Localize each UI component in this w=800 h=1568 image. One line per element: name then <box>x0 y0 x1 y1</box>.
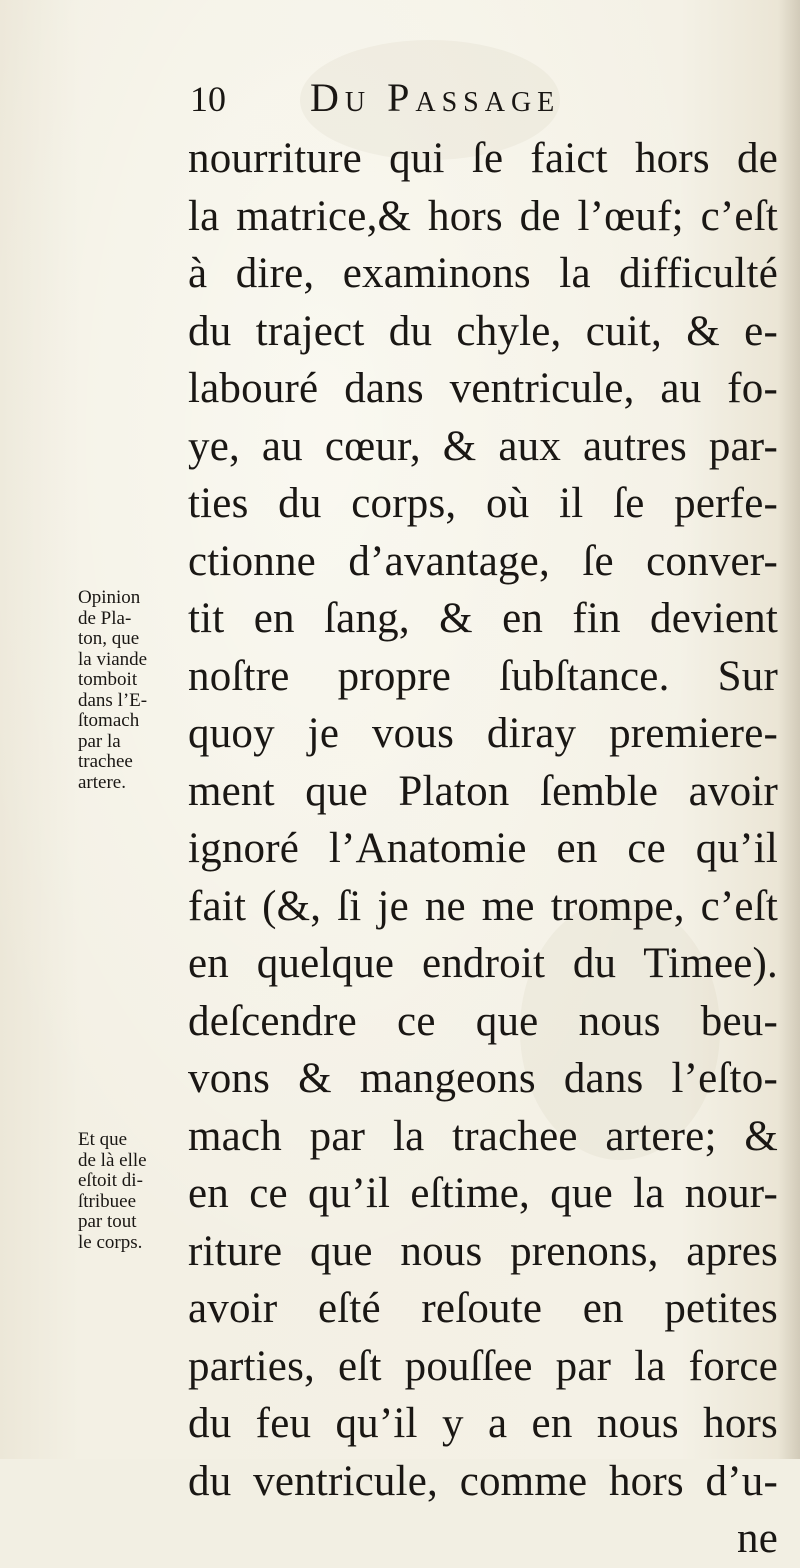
text-line: ignoré l’Anatomie en ce qu’il <box>188 825 778 872</box>
text-line: noſtre propre ſubſtance. Sur <box>188 652 778 700</box>
text-line: du feu qu’il y a en nous hors <box>188 1400 778 1447</box>
text-line: ment que Platon ſemble avoir <box>188 767 778 815</box>
text-line: du traject du chyle, cuit, & e- <box>188 307 778 355</box>
margin-note-line: dans l’E- <box>78 689 148 711</box>
text-line: quoy je vous diray premiere- <box>188 710 778 757</box>
text-line: à dire, examinons la difficulté <box>188 250 778 297</box>
text-line: en ce qu’il eſtime, que la nour- <box>188 1170 778 1217</box>
margin-note-line: la viande <box>78 648 148 670</box>
margin-note-line: de Pla- <box>78 607 132 629</box>
margin-note-line: tomboit <box>78 669 138 690</box>
text-line: du ventricule, comme hors d’u- <box>188 1457 778 1505</box>
text-line: la matrice,& hors de l’œuf; c’eſt <box>188 192 778 240</box>
page-edge-shadow <box>778 0 800 1459</box>
margin-note-line: ton, que <box>78 628 140 649</box>
text-line: nourriture qui ſe faict hors de <box>188 135 778 182</box>
catchword: ne <box>737 1515 778 1562</box>
margin-note-distribution <box>78 1130 178 1253</box>
text-line: avoir eſté reſoute en petites <box>188 1285 778 1332</box>
margin-note-opinion <box>78 588 178 793</box>
text-line: mach par la trachee artere; & <box>188 1112 778 1160</box>
text-line: en quelque endroit du Timee). <box>188 940 778 987</box>
margin-note-line: trachee <box>78 751 133 772</box>
text-line: ctionne d’avantage, ſe conver- <box>188 537 778 585</box>
margin-note-line: de là elle <box>78 1149 147 1171</box>
text-line: riture que nous prenons, apres <box>188 1227 778 1275</box>
text-line: labouré dans ventricule, au fo- <box>188 365 778 412</box>
text-line: tit en ſang, & en fin devient <box>188 595 778 642</box>
margin-note-line: Opinion <box>78 587 141 608</box>
margin-note-line: le corps. <box>78 1231 143 1253</box>
margin-note-line: eſtoit di- <box>78 1170 143 1191</box>
text-line: fait (&, ſi je ne me trompe, c’eſt <box>188 882 778 930</box>
running-head: Du Passage <box>310 75 561 120</box>
margin-note-line: ſtomach <box>78 710 140 731</box>
page-header <box>190 70 750 130</box>
margin-note-line: Et que <box>78 1129 128 1150</box>
margin-note-line: artere. <box>78 771 126 793</box>
margin-note-line: ſtribuee <box>78 1190 137 1212</box>
margin-note-line: par tout <box>78 1211 137 1232</box>
text-line: ties du corps, où il ſe perfe- <box>188 480 778 527</box>
page-number: 10 <box>190 79 226 119</box>
text-line: ye, au cœur, & aux autres par- <box>188 422 778 470</box>
text-line: deſcendre ce que nous beu- <box>188 997 778 1045</box>
margin-note-line: par la <box>78 730 121 752</box>
text-line: parties, eſt pouſſee par la force <box>188 1342 778 1390</box>
body-text <box>188 130 778 1568</box>
text-line: vons & mangeons dans l’eſto- <box>188 1055 778 1102</box>
